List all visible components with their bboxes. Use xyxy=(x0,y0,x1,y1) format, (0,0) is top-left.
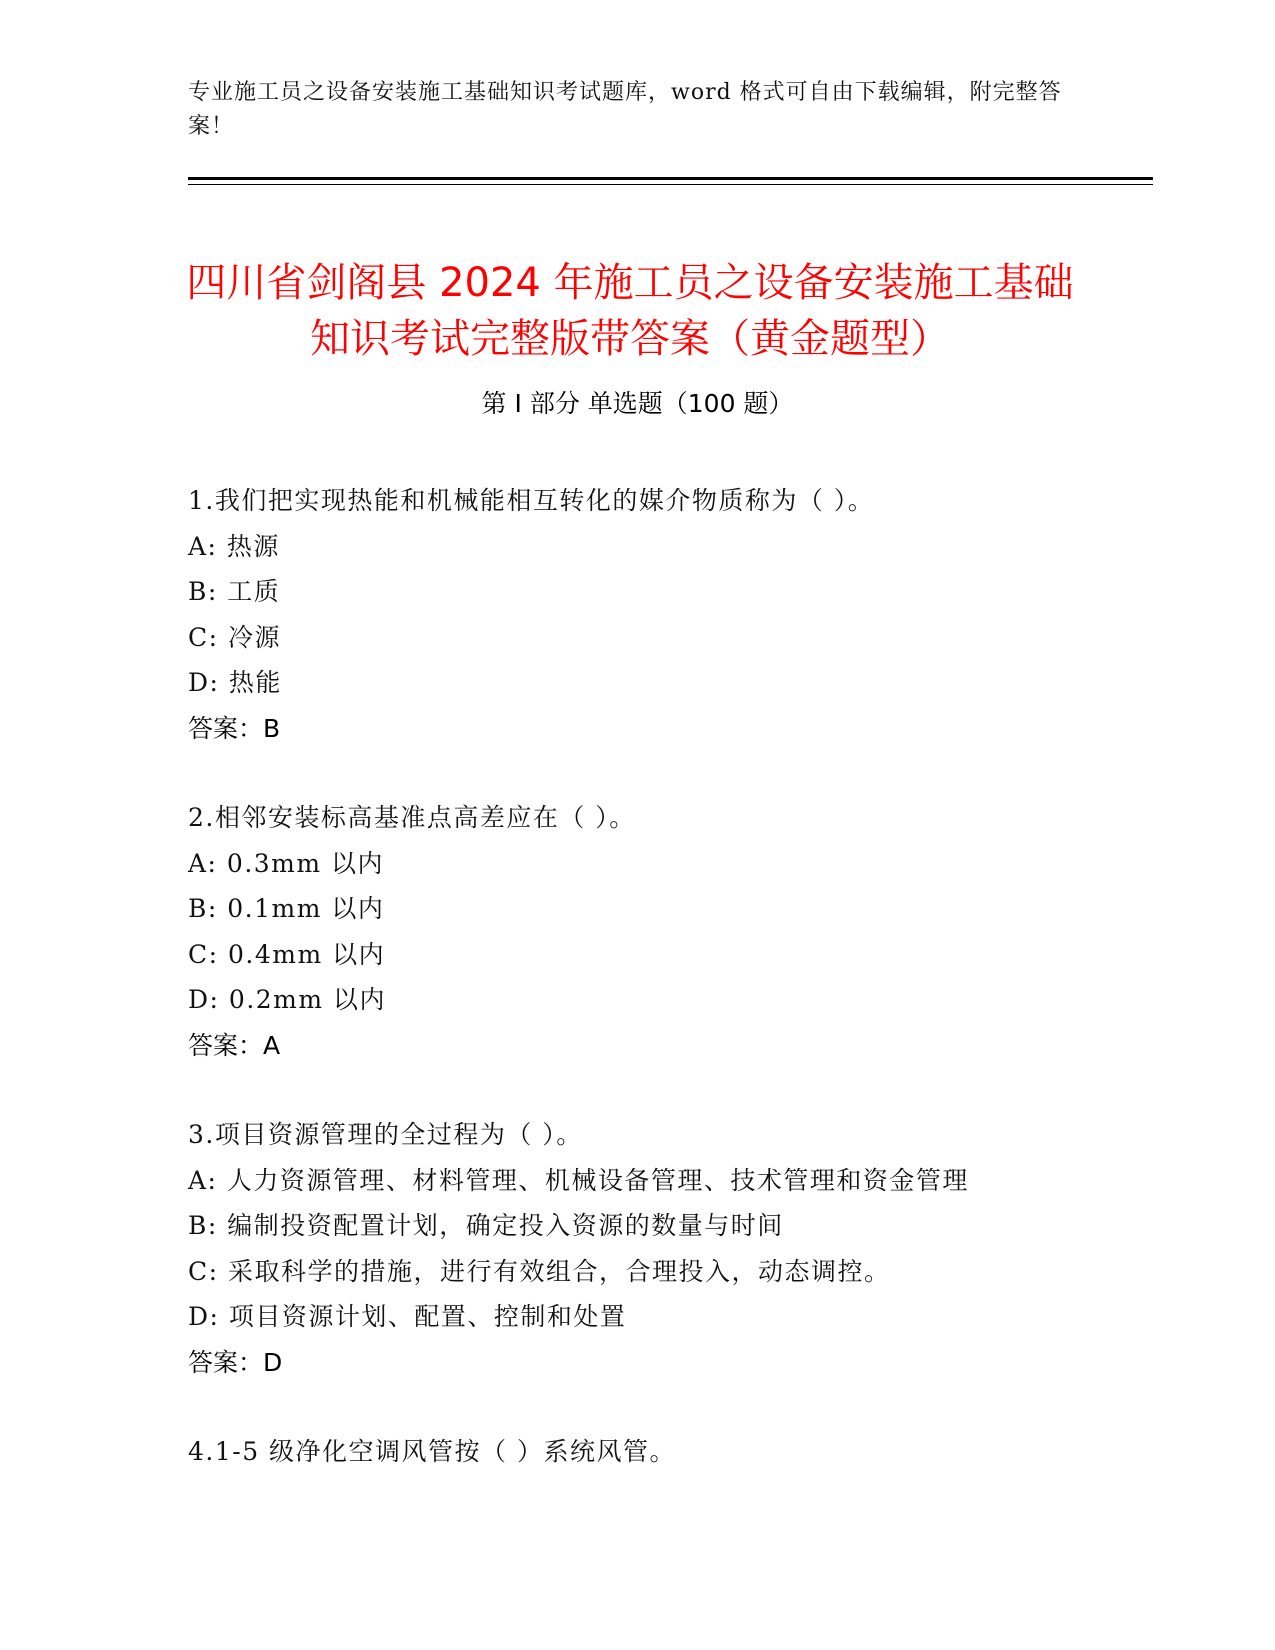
question-stem: 1.我们把实现热能和机械能相互转化的媒介物质称为（ ）。 xyxy=(188,486,875,515)
option-b: B: 编制投资配置计划，确定投入资源的数量与时间 xyxy=(188,1211,784,1240)
option-c: C: 冷源 xyxy=(188,622,281,652)
answer-line: 答案：D xyxy=(188,1347,283,1377)
question-item xyxy=(188,1112,1088,1385)
header-note: 专业施工员之设备安装施工基础知识考试题库，word 格式可自由下载编辑，附完整答案！ xyxy=(188,80,1062,139)
option-a: A: 0.3mm 以内 xyxy=(188,848,385,878)
question-stem: 4.1-5 级净化空调风管按（ ）系统风管。 xyxy=(188,1437,677,1466)
section-heading: 第 I 部分 单选题（100 题） xyxy=(481,389,794,418)
question-item xyxy=(188,478,1088,751)
option-a: A: 热源 xyxy=(188,531,280,561)
question-stem: 2.相邻安装标高基准点高差应在（ ）。 xyxy=(188,803,636,832)
question-item xyxy=(188,1429,1088,1475)
option-c: C: 0.4mm 以内 xyxy=(188,939,386,969)
question-item xyxy=(188,795,1088,1068)
option-d: D: 0.2mm 以内 xyxy=(188,985,387,1014)
option-b: B: 0.1mm 以内 xyxy=(188,894,385,923)
document-title: 四川省剑阁县 2024 年施工员之设备安装施工基础知识考试完整版带答案（黄金题型） xyxy=(186,259,1074,362)
option-a: A: 人力资源管理、材料管理、机械设备管理、技术管理和资金管理 xyxy=(188,1165,969,1195)
answer-line: 答案：A xyxy=(188,1030,281,1060)
option-d: D: 热能 xyxy=(188,668,282,697)
header-divider-thin xyxy=(188,184,1153,185)
option-d: D: 项目资源计划、配置、控制和处置 xyxy=(188,1302,627,1331)
option-c: C: 采取科学的措施，进行有效组合，合理投入，动态调控。 xyxy=(188,1256,891,1286)
question-stem: 3.项目资源管理的全过程为（ ）。 xyxy=(188,1120,583,1149)
header-divider-thick xyxy=(188,177,1153,180)
option-b: B: 工质 xyxy=(188,577,281,606)
answer-line: 答案：B xyxy=(188,713,281,743)
question-list xyxy=(188,478,1088,1519)
